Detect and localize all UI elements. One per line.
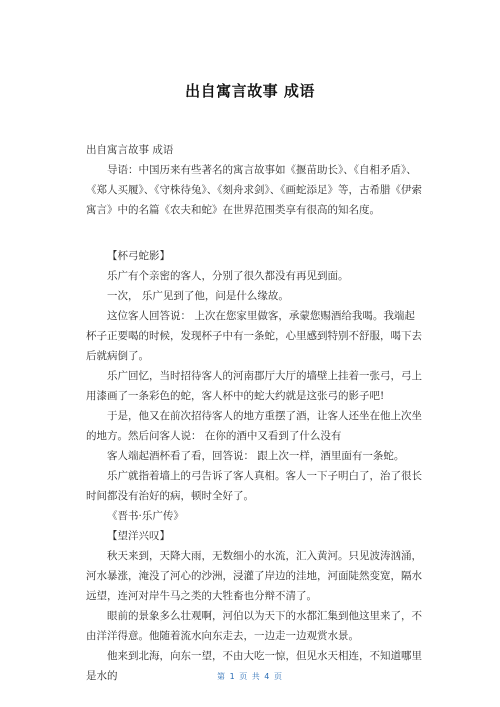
page-title: 出自寓言故事 成语: [185, 82, 315, 100]
paragraph: 乐广有个亲密的客人，分别了很久都没有再见到面。: [107, 270, 349, 282]
paragraph: 他来到北海，向东一望，不由大吃一惊，但见水天相连，不知道哪里是水的: [86, 650, 422, 682]
paragraph: 乐广就指着墙上的弓告诉了客人真相。客人一下子明白了，治了很长时间都没有治好的病，顿时全好了。: [86, 470, 422, 502]
section-heading-wangyang: 【望洋兴叹】: [107, 530, 170, 542]
paragraph: 一次， 乐广见到了他，问是什么缘故。: [107, 290, 289, 302]
document-subtitle: 出自寓言故事 成语: [86, 144, 174, 156]
page-number-footer: 第 1 页 共 4 页: [217, 672, 283, 681]
paragraph: 这位客人回答说： 上次在您家里做客，承蒙您赐酒给我喝。我端起杯子正要喝的时候，发现杯子中有一条蛇，心里感到特别不舒服，喝下去后就病倒了。: [86, 310, 422, 362]
document-body: [86, 140, 422, 686]
paragraph: 于是，他又在前次招待客人的地方重摆了酒，让客人还坐在他上次坐的地方。然后问客人说： 在你的酒中又看到了什么没有: [86, 410, 422, 442]
paragraph: 乐广回忆，当时招待客人的河南郡厅大厅的墙壁上挂着一张弓，弓上用漆画了一条彩色的蛇，客人杯中的蛇大约就是这张弓的影子吧!: [86, 370, 422, 402]
paragraph: 秋天来到，天降大雨，无数细小的水流，汇入黄河。只见波涛汹涌，河水暴涨，淹没了河心的沙洲，浸灌了岸边的洼地，河面陡然变宽，隔水远望，连河对岸牛马之类的大牲畜也分辩不清了。: [86, 550, 422, 602]
paragraph: 客人端起酒杯看了看，回答说： 跟上次一样，酒里面有一条蛇。: [107, 450, 405, 462]
source-citation: 《晋书·乐广传》: [107, 510, 184, 522]
intro-paragraph: 导语：中国历来有些著名的寓言故事如《揠苗助长》、《自相矛盾》、《郑人买履》、《守株待兔》、《刻舟求剑》、《画蛇添足》等，古希腊《伊索寓言》中的名篇《农夫和蛇》在世界范围类享有很高的知名度。: [86, 164, 422, 216]
paragraph: 眼前的景象多么壮观啊，河伯以为天下的水都汇集到他这里来了，不由洋洋得意。他随着流水向东走去，一边走一边观赏水景。: [86, 610, 422, 642]
section-heading-beigong: 【杯弓蛇影】: [107, 250, 170, 262]
